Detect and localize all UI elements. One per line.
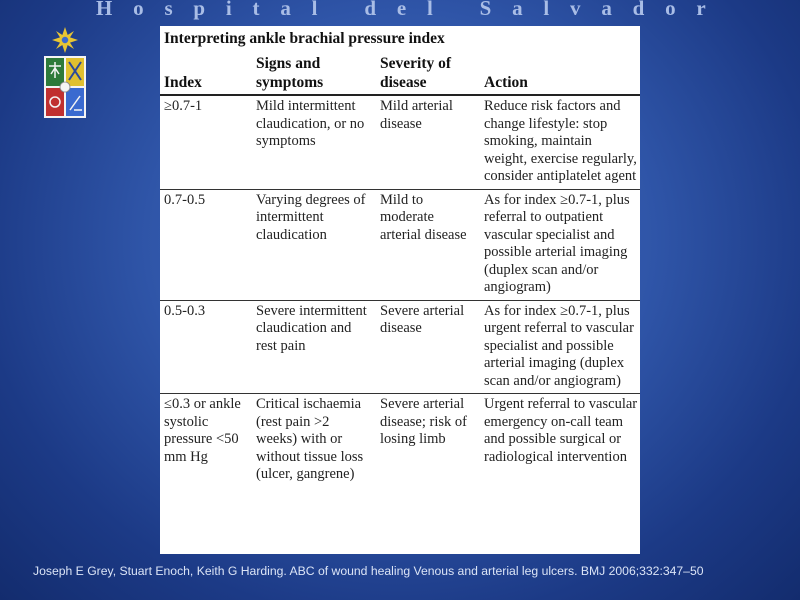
cell-signs: Critical ischaemia (rest pain >2 weeks) with or without tissue loss (ulcer, gangrene) bbox=[252, 394, 376, 487]
hospital-title-letter: a bbox=[601, 0, 612, 20]
hospital-title-letter: d bbox=[632, 0, 645, 20]
cell-signs: Severe intermittent claudication and rest pain bbox=[252, 300, 376, 394]
university-crest-icon bbox=[40, 26, 90, 122]
hospital-title-letter: o bbox=[133, 0, 144, 20]
table-panel bbox=[160, 26, 640, 554]
hospital-title-letter: p bbox=[193, 0, 206, 20]
hospital-title-letter: i bbox=[225, 0, 232, 20]
cell-severity: Severe arterial disease bbox=[376, 300, 480, 394]
table-title: Interpreting ankle brachial pressure index bbox=[164, 30, 445, 47]
hospital-title-letter: r bbox=[696, 0, 706, 20]
table-row bbox=[160, 300, 640, 394]
hospital-title-letter: v bbox=[570, 0, 581, 20]
cell-action: Reduce risk factors and change lifestyle: stop smoking, maintain weight, exercise regularly, consider antiplatelet agent bbox=[484, 98, 637, 184]
header-action: Action bbox=[480, 52, 640, 95]
hospital-title-letter: l bbox=[426, 0, 433, 20]
hospital-title-letter: l bbox=[311, 0, 318, 20]
hospital-title-gap bbox=[338, 0, 343, 21]
cell-signs: Varying degrees of intermittent claudication bbox=[252, 189, 376, 300]
cell-index: 0.7-0.5 bbox=[160, 189, 252, 300]
table-row bbox=[160, 189, 640, 300]
hospital-title-letter: o bbox=[665, 0, 676, 20]
hospital-title-letter: t bbox=[252, 0, 260, 20]
cell-severity: Severe arterial disease; risk of losing limb bbox=[376, 394, 480, 487]
table-row bbox=[160, 394, 640, 487]
cell-action: As for index ≥0.7-1, plus urgent referral to vascular specialist and possible arterial imaging (duplex scan and/or angiogram) bbox=[480, 300, 640, 394]
cell-signs: Mild intermittent claudication, or no symptoms bbox=[256, 98, 365, 149]
header-index: Index bbox=[160, 52, 252, 95]
hospital-title-letter: a bbox=[280, 0, 291, 20]
hospital-title-letter: l bbox=[543, 0, 550, 20]
hospital-title-letter: s bbox=[164, 0, 173, 20]
cell-severity: Mild arterial disease bbox=[380, 98, 453, 132]
cell-action: As for index ≥0.7-1, plus referral to outpatient vascular specialist and possible arterial imaging (duplex scan and/or angiogram) bbox=[480, 189, 640, 300]
hospital-title-letter: H bbox=[96, 0, 113, 20]
hospital-title bbox=[96, 0, 706, 21]
cell-severity: Mild to moderate arterial disease bbox=[376, 189, 480, 300]
hospital-title-letter: e bbox=[396, 0, 407, 20]
header-severity: Severity of disease bbox=[376, 52, 480, 95]
cell-index: ≤0.3 or ankle systolic pressure <50 mm Hg bbox=[160, 394, 252, 487]
abpi-table bbox=[160, 52, 640, 487]
hospital-title-letter: S bbox=[479, 0, 492, 20]
header-signs: Signs and symptoms bbox=[252, 52, 376, 95]
table-row bbox=[160, 95, 640, 189]
hospital-title-letter: a bbox=[512, 0, 523, 20]
table-header-row bbox=[160, 52, 640, 95]
cell-index: 0.5-0.3 bbox=[160, 300, 252, 394]
cell-index: ≥0.7-1 bbox=[164, 98, 203, 114]
hospital-title-gap bbox=[454, 0, 459, 21]
citation: Joseph E Grey, Stuart Enoch, Keith G Harding. ABC of wound healing Venous and arterial leg ulcers. BMJ 2006;332:347–50 bbox=[33, 564, 704, 578]
cell-action: Urgent referral to vascular emergency on-call team and possible surgical or radiological intervention bbox=[480, 394, 640, 487]
hospital-title-letter: d bbox=[364, 0, 377, 20]
